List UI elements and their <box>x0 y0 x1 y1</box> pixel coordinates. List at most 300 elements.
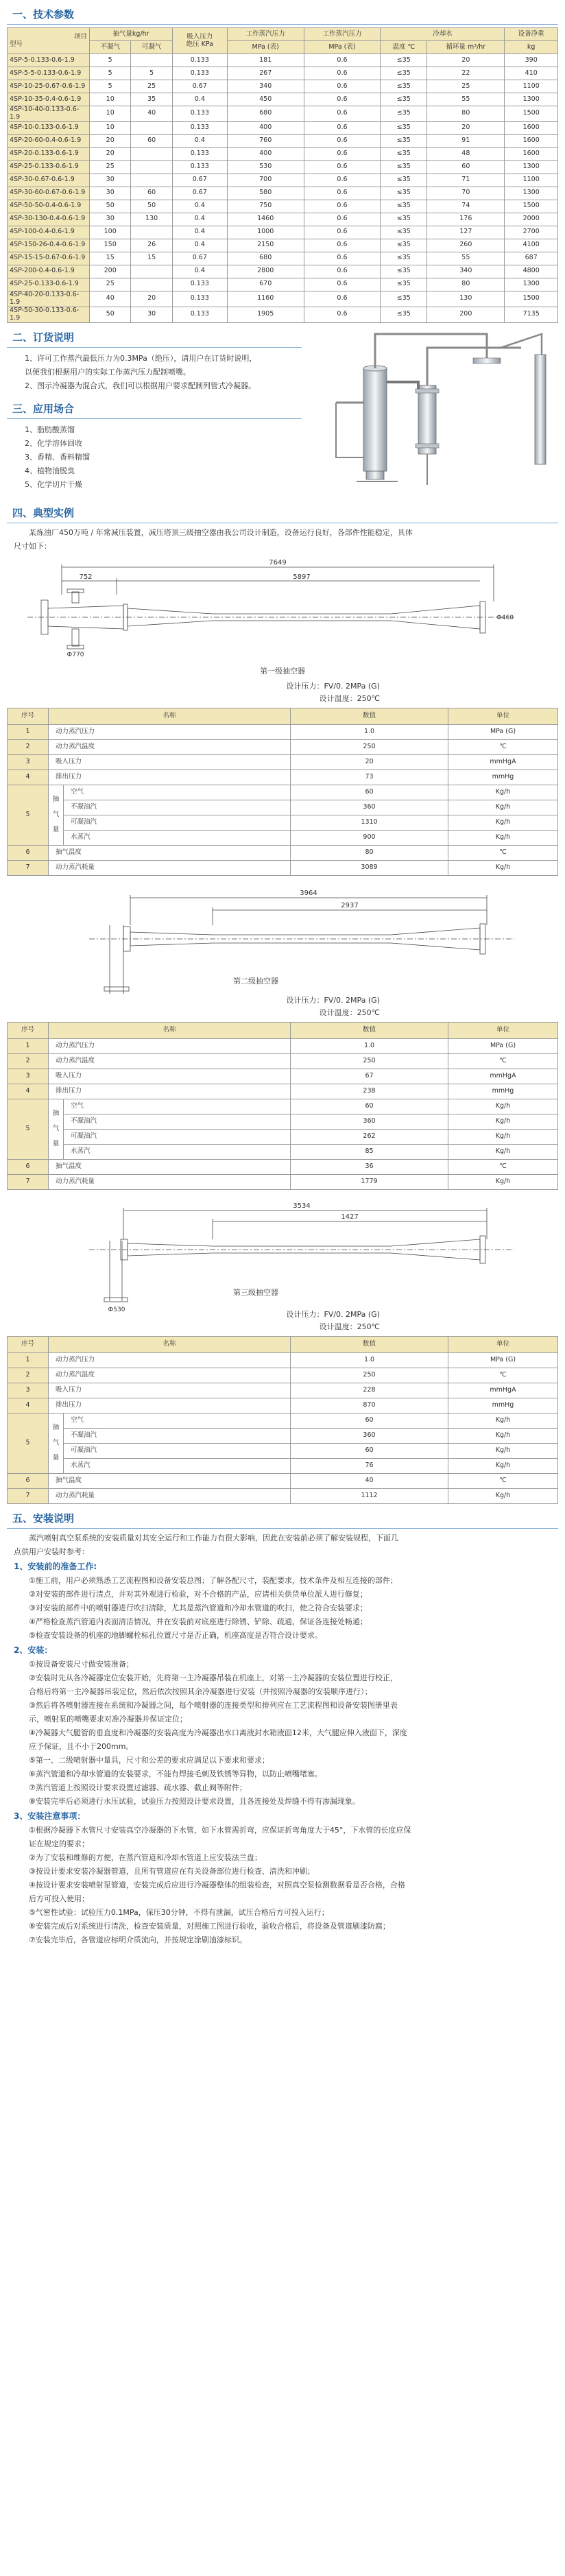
spec-header-corner: 项目 型号 <box>8 28 90 54</box>
table-cell: 动力蒸汽压力 <box>49 724 291 739</box>
spec-header-mpa1: MPa (表) <box>227 41 304 54</box>
table-cell: 动力蒸汽耗量 <box>49 1488 291 1503</box>
table-row <box>8 860 558 875</box>
spec-cell: ≤35 <box>381 278 427 291</box>
table-cell: 1.0 <box>291 1352 448 1368</box>
table-cell: 40 <box>291 1473 448 1488</box>
spec-cell: 0.6 <box>304 187 381 200</box>
table-cell: 3 <box>8 1069 49 1084</box>
spec-model-cell: 4SP-10-40-0.133-0.6-1.9 <box>8 106 90 122</box>
section-title-install: 五、安装说明 <box>7 1508 558 1529</box>
table-row <box>8 1398 558 1413</box>
table-cell: 1 <box>8 724 49 739</box>
spec-cell <box>131 265 172 278</box>
table-cell: 85 <box>291 1144 448 1159</box>
ejector-3-caption: 第三级抽空器 <box>233 1287 278 1297</box>
spec-cell: 390 <box>505 54 558 67</box>
install-line: ②对安装的部件进行清点，并对其外观进行检验，对不合格的产品，应请相关供货单位派人进行修复； <box>29 1589 368 1599</box>
spec-cell: 0.133 <box>172 67 227 80</box>
table-cell: 76 <box>291 1458 448 1473</box>
spec-cell: ≤35 <box>381 239 427 252</box>
install-line: ③按设计要求安装冷凝器管道，且所有管道应在有关设备部位进行检查、清洗和冲刷； <box>29 1866 315 1876</box>
table-cell: 2 <box>8 1368 49 1383</box>
spec-cell: 0.6 <box>304 226 381 239</box>
header-name: 名称 <box>49 708 291 724</box>
spec-cell: 2000 <box>505 213 558 226</box>
spec-model-cell: 4SP-10-25-0.67-0.6-1.9 <box>8 80 90 93</box>
table-row <box>8 830 558 845</box>
spec-cell: 700 <box>227 174 304 187</box>
table-row <box>8 739 558 754</box>
table-cell: 1 <box>8 1352 49 1368</box>
spec-row <box>8 147 558 160</box>
dim-1-dia-b: Ф460 <box>496 614 514 621</box>
spec-cell: 30 <box>131 307 172 322</box>
table-cell: 空气 <box>64 1099 291 1114</box>
install-line: ④冷凝器大气腿管的垂直度和冷凝器的安装高度为冷凝器出水口离液封水箱液面12米，大气腿应伸入液面下，深度 <box>29 1728 407 1737</box>
spec-cell: ≤35 <box>381 160 427 174</box>
install-line: ③对安装的部件中的喷射器进行吹扫清除，尤其是蒸汽管道和冷却水管道的吹扫，使之符合安装要求； <box>29 1603 368 1612</box>
table-cell: 360 <box>291 1428 448 1443</box>
spec-cell: 25 <box>427 80 505 93</box>
ejector-1-design-t: 设计温度：250℃ <box>319 693 380 703</box>
table-cell: 7 <box>8 1174 49 1189</box>
spec-cell: 260 <box>427 239 505 252</box>
table-cell: 2 <box>8 1053 49 1069</box>
spec-cell: 1300 <box>505 93 558 106</box>
table-cell: 870 <box>291 1398 448 1413</box>
spec-model-cell: 4SP-5-5-0.133-0.6-1.9 <box>8 67 90 80</box>
group-label: 抽 气 量 <box>49 1413 64 1473</box>
table-cell: Kg/h <box>448 1114 558 1129</box>
spec-cell: 1100 <box>505 80 558 93</box>
spec-cell: ≤35 <box>381 174 427 187</box>
dim-2-total: 3964 <box>300 889 317 897</box>
spec-row <box>8 160 558 174</box>
table-row <box>8 1488 558 1503</box>
dim-3-body: 1427 <box>341 1213 359 1221</box>
install-line: ②安装时先从各冷凝器定位安装开始，先将第一主冷凝器吊装在机座上，对第一主冷凝器的安装位置进行校正， <box>29 1673 398 1682</box>
spec-model-cell: 4SP-25-0.133-0.6-1.9 <box>8 278 90 291</box>
spec-cell: 60 <box>131 134 172 147</box>
spec-cell: 0.6 <box>304 67 381 80</box>
spec-row <box>8 278 558 291</box>
table-cell: 水蒸汽 <box>64 830 291 845</box>
install-line: 合格后将第一主冷凝器吊装定位，然后依次按照其余冷凝器进行安装（并按照冷凝器的安装顺序进行）； <box>29 1686 372 1696</box>
spec-cell: 10 <box>90 121 131 134</box>
order-line-2: 以便我们根据用户的实际工作蒸汽压力配制喷嘴。 <box>25 367 191 377</box>
table-cell: 排出压力 <box>49 1084 291 1099</box>
spec-cell: 25 <box>131 80 172 93</box>
table-row <box>8 1383 558 1398</box>
spec-header-noncond: 不凝气 <box>90 41 131 54</box>
spec-cell: 687 <box>505 252 558 265</box>
install-line: 后方可投入使用； <box>29 1894 89 1903</box>
spec-cell: 680 <box>227 106 304 122</box>
spec-cell: 2700 <box>505 226 558 239</box>
table-cell: 排出压力 <box>49 1398 291 1413</box>
spec-cell: 1160 <box>227 291 304 307</box>
table-cell-group-no: 5 <box>8 785 49 845</box>
spec-model-cell: 4SP-30-0.67-0.6-1.9 <box>8 174 90 187</box>
spec-row <box>8 67 558 80</box>
table-cell: mmHg <box>448 770 558 785</box>
spec-cell: 1600 <box>505 121 558 134</box>
table-cell: Kg/h <box>448 830 558 845</box>
spec-cell: 1600 <box>505 134 558 147</box>
spec-cell: 200 <box>427 307 505 322</box>
spec-header-steam: 工作蒸汽压力 <box>227 28 304 41</box>
spec-cell: 1500 <box>505 106 558 122</box>
spec-row <box>8 93 558 106</box>
table-cell: 动力蒸汽温度 <box>49 1053 291 1069</box>
spec-cell: ≤35 <box>381 106 427 122</box>
table-cell: MPa (G) <box>448 1038 558 1053</box>
table-cell: 360 <box>291 800 448 815</box>
order-block <box>7 327 558 499</box>
table-cell: mmHgA <box>448 754 558 770</box>
table-cell: 7 <box>8 1488 49 1503</box>
spec-table-body <box>8 54 558 323</box>
table-cell: ℃ <box>448 1368 558 1383</box>
spec-model-cell: 4SP-40-20-0.133-0.6-1.9 <box>8 291 90 307</box>
app-item-1: 1、脂肪酸蒸馏 <box>25 425 75 434</box>
section-title-order: 二、订货说明 <box>7 327 302 348</box>
table-cell: Kg/h <box>448 815 558 830</box>
spec-cell: 1100 <box>505 174 558 187</box>
ejector-2-caption: 第二级抽空器 <box>233 976 278 986</box>
spec-model-cell: 4SP-20-60-0.4-0.6-1.9 <box>8 134 90 147</box>
ejector-2-drawing <box>7 884 558 1007</box>
spec-cell: 0.6 <box>304 291 381 307</box>
spec-cell: 15 <box>90 252 131 265</box>
table-cell: 4 <box>8 770 49 785</box>
spec-cell: ≤35 <box>381 80 427 93</box>
header-name: 名称 <box>49 1022 291 1038</box>
ejector-1-table <box>7 708 558 876</box>
table-cell: 3 <box>8 754 49 770</box>
install-line: ①按设备安装尺寸做安装准备； <box>29 1659 134 1669</box>
header-name: 名称 <box>49 1336 291 1352</box>
spec-cell: 100 <box>90 226 131 239</box>
table-cell: 2 <box>8 739 49 754</box>
table-cell-group-no: 5 <box>8 1099 49 1159</box>
table-cell-group-no: 5 <box>8 1413 49 1473</box>
spec-model-cell: 4SP-5-0.133-0.6-1.9 <box>8 54 90 67</box>
install-block <box>7 1529 558 1947</box>
spec-cell: 5 <box>131 67 172 80</box>
spec-cell: 0.4 <box>172 200 227 213</box>
spec-cell: 0.6 <box>304 278 381 291</box>
table-cell: Kg/h <box>448 1458 558 1473</box>
spec-cell: 0.133 <box>172 278 227 291</box>
table-cell: 250 <box>291 739 448 754</box>
table-cell: 可凝油汽 <box>64 1443 291 1458</box>
spec-header-steam2: 工作蒸汽压力 <box>304 28 381 41</box>
spec-model-cell: 4SP-30-60-0.67-0.6-1.9 <box>8 187 90 200</box>
install-line: ⑤检查安装设备的机座的地脚螺栓标孔位置尺寸是否正确，机座高度是否符合设计要求。 <box>29 1630 322 1640</box>
ejector-1-design-p: 设计压力：FV/0. 2MPa (G) <box>286 681 380 691</box>
spec-cell: 48 <box>427 147 505 160</box>
example-intro-1: 某炼油厂450万吨 / 年常减压装置，减压塔顶三级抽空器由我公司设计制造，设备运行良好，各部件性能稳定，具体 <box>29 527 413 537</box>
install-line: ⑦安装完毕后，各管道应标明介质流向，并按规定涂刷油漆标识。 <box>29 1935 247 1944</box>
table-row <box>8 1038 558 1053</box>
spec-cell: 0.4 <box>172 134 227 147</box>
spec-cell: ≤35 <box>381 187 427 200</box>
spec-cell: 91 <box>427 134 505 147</box>
spec-model-cell: 4SP-10-0.133-0.6-1.9 <box>8 121 90 134</box>
spec-cell: 10 <box>90 106 131 122</box>
table-row <box>8 754 558 770</box>
spec-cell: 60 <box>131 187 172 200</box>
spec-row <box>8 291 558 307</box>
table-cell: mmHg <box>448 1084 558 1099</box>
spec-cell: 0.6 <box>304 265 381 278</box>
table-cell: ℃ <box>448 845 558 860</box>
spec-cell: 0.133 <box>172 106 227 122</box>
spec-cell: 176 <box>427 213 505 226</box>
table-cell: 水蒸汽 <box>64 1458 291 1473</box>
table-cell: 7 <box>8 860 49 875</box>
spec-cell: 5 <box>90 67 131 80</box>
install-line: ⑤第一、二级喷射器中量具，尺寸和公差的要求应满足以下要求和要求； <box>29 1755 269 1765</box>
spec-model-cell: 4SP-30-130-0.4-0.6-1.9 <box>8 213 90 226</box>
spec-cell <box>131 278 172 291</box>
table-cell: 可凝油汽 <box>64 815 291 830</box>
spec-cell: 30 <box>90 213 131 226</box>
spec-cell: 30 <box>90 174 131 187</box>
table-cell: 空气 <box>64 1413 291 1428</box>
spec-table <box>7 27 558 323</box>
spec-row <box>8 252 558 265</box>
spec-cell: 0.133 <box>172 160 227 174</box>
table-cell: MPa (G) <box>448 724 558 739</box>
spec-model-cell: 4SP-10-35-0.4-0.6-1.9 <box>8 93 90 106</box>
spec-header-gas: 抽气量kg/hr <box>90 28 173 41</box>
spec-cell: 410 <box>505 67 558 80</box>
table-row <box>8 1129 558 1144</box>
table-cell: 排出压力 <box>49 770 291 785</box>
table-cell: 60 <box>291 1443 448 1458</box>
spec-cell: 0.4 <box>172 265 227 278</box>
spec-cell: 50 <box>131 200 172 213</box>
ejector-2-table <box>7 1022 558 1190</box>
spec-cell: 25 <box>90 160 131 174</box>
table-row <box>8 800 558 815</box>
install-line: ⑧安装完毕后必须进行水压试验，试验压力按照设计要求设置，且各连接处及焊缝不得有渗漏现象。 <box>29 1796 360 1806</box>
spec-cell: 50 <box>90 307 131 322</box>
table-cell: 动力蒸汽温度 <box>49 1368 291 1383</box>
spec-cell <box>131 226 172 239</box>
spec-cell: 0.67 <box>172 252 227 265</box>
table-cell: 吸入压力 <box>49 1383 291 1398</box>
table-cell: Kg/h <box>448 1443 558 1458</box>
spec-cell: 400 <box>227 147 304 160</box>
table-cell: Kg/h <box>448 1144 558 1159</box>
spec-cell: 35 <box>131 93 172 106</box>
spec-row <box>8 187 558 200</box>
table-cell: 动力蒸汽耗量 <box>49 1174 291 1189</box>
table-cell: Kg/h <box>448 1174 558 1189</box>
spec-row <box>8 213 558 226</box>
spec-cell: 80 <box>427 278 505 291</box>
spec-cell: 20 <box>131 291 172 307</box>
spec-cell: 340 <box>427 265 505 278</box>
table-cell: 4 <box>8 1398 49 1413</box>
table-cell: 动力蒸汽压力 <box>49 1352 291 1368</box>
table-row <box>8 1413 558 1428</box>
spec-cell: 1600 <box>505 147 558 160</box>
app-item-2: 2、化学溶体回收 <box>25 438 82 448</box>
section-title-tech: 一、技术参数 <box>7 4 558 25</box>
spec-header-temp: 温度 ℃ <box>381 41 427 54</box>
header-no: 序号 <box>8 708 49 724</box>
table-cell: 1112 <box>291 1488 448 1503</box>
spec-header-flow: 循环量 m³/hr <box>427 41 505 54</box>
table-cell: 1 <box>8 1038 49 1053</box>
spec-cell: ≤35 <box>381 200 427 213</box>
spec-cell: 20 <box>90 134 131 147</box>
ejector-system-illustration <box>315 320 555 492</box>
install-line: 证在规定的要求； <box>29 1839 89 1848</box>
spec-model-cell: 4SP-15-15-0.67-0.6-1.9 <box>8 252 90 265</box>
spec-cell: 4100 <box>505 239 558 252</box>
spec-cell: 750 <box>227 200 304 213</box>
spec-cell: 0.67 <box>172 187 227 200</box>
spec-cell: 0.133 <box>172 121 227 134</box>
spec-cell: 340 <box>227 80 304 93</box>
spec-cell: 1460 <box>227 213 304 226</box>
spec-model-cell: 4SP-50-30-0.133-0.6-1.9 <box>8 307 90 322</box>
spec-header-mpa2: MPa (表) <box>304 41 381 54</box>
table-cell: 6 <box>8 1159 49 1174</box>
table-cell: 6 <box>8 845 49 860</box>
spec-row <box>8 226 558 239</box>
ejector-3-design-t: 设计温度：250℃ <box>319 1322 380 1331</box>
spec-cell: ≤35 <box>381 54 427 67</box>
ejector-3-drawing <box>7 1198 558 1315</box>
table-cell: 可凝油汽 <box>64 1129 291 1144</box>
spec-cell: 74 <box>427 200 505 213</box>
table-cell: Kg/h <box>448 1488 558 1503</box>
spec-cell: 5 <box>90 54 131 67</box>
table-cell: ℃ <box>448 1053 558 1069</box>
spec-cell <box>131 174 172 187</box>
section-title-app: 三、应用场合 <box>7 398 302 419</box>
spec-cell: ≤35 <box>381 291 427 307</box>
spec-cell: 71 <box>427 174 505 187</box>
table-cell: 250 <box>291 1368 448 1383</box>
spec-cell: 130 <box>131 213 172 226</box>
table-cell: ℃ <box>448 1473 558 1488</box>
table-cell: 1.0 <box>291 1038 448 1053</box>
table-cell: 80 <box>291 845 448 860</box>
spec-cell: 30 <box>90 187 131 200</box>
spec-cell: 530 <box>227 160 304 174</box>
table-cell: Kg/h <box>448 1129 558 1144</box>
dim-3-total: 3534 <box>293 1202 311 1210</box>
install-line: ④严格检查蒸汽管道内表面清洁情况，并在安装前对底座进行除锈、铲除、疏通，保证各连接处畅通； <box>29 1617 368 1626</box>
table-cell: 60 <box>291 785 448 800</box>
spec-cell: 0.6 <box>304 134 381 147</box>
spec-cell <box>131 121 172 134</box>
table-cell: 吸入压力 <box>49 1069 291 1084</box>
header-value: 数值 <box>291 1336 448 1352</box>
table-row <box>8 1159 558 1174</box>
table-row <box>8 1458 558 1473</box>
spec-cell: 1905 <box>227 307 304 322</box>
table-row <box>8 845 558 860</box>
spec-cell <box>131 160 172 174</box>
table-cell: ℃ <box>448 1159 558 1174</box>
table-cell: 238 <box>291 1084 448 1099</box>
spec-row <box>8 106 558 122</box>
spec-cell: ≤35 <box>381 252 427 265</box>
app-item-3: 3、香精、香料精馏 <box>25 452 90 462</box>
table-cell: 60 <box>291 1413 448 1428</box>
spec-cell <box>131 54 172 67</box>
ejector-3-design-p: 设计压力：FV/0. 2MPa (G) <box>286 1309 380 1319</box>
spec-cell: ≤35 <box>381 67 427 80</box>
ejector-2-design-t: 设计温度：250℃ <box>319 1007 380 1017</box>
install-line: ⑦蒸汽管道上按照设计要求设置过滤器、疏水器、截止阀等附件； <box>29 1782 247 1792</box>
spec-cell: 0.6 <box>304 80 381 93</box>
spec-cell: 1500 <box>505 291 558 307</box>
spec-cell: 0.6 <box>304 252 381 265</box>
install-h2: 2、安装： <box>14 1645 53 1655</box>
install-h1: 1、安装前的准备工作: <box>14 1561 97 1571</box>
table-row <box>8 1443 558 1458</box>
header-value: 数值 <box>291 708 448 724</box>
spec-model-cell: 4SP-20-0.133-0.6-1.9 <box>8 147 90 160</box>
table-cell: 6 <box>8 1473 49 1488</box>
table-cell: 36 <box>291 1159 448 1174</box>
table-cell: ℃ <box>448 739 558 754</box>
table-cell: mmHgA <box>448 1069 558 1084</box>
spec-cell: 0.6 <box>304 200 381 213</box>
dim-2-body: 2937 <box>341 901 359 909</box>
table-row <box>8 1352 558 1368</box>
table-row <box>8 1114 558 1129</box>
spec-cell: ≤35 <box>381 226 427 239</box>
spec-cell: 20 <box>427 54 505 67</box>
spec-cell: 0.4 <box>172 226 227 239</box>
table-cell: mmHgA <box>448 1383 558 1398</box>
spec-cell: 80 <box>427 106 505 122</box>
spec-header-kg: kg <box>505 41 558 54</box>
spec-header-water: 冷却水 <box>381 28 505 41</box>
spec-cell: 150 <box>90 239 131 252</box>
spec-cell: 55 <box>427 252 505 265</box>
spec-cell: 680 <box>227 252 304 265</box>
example-intro-2: 尺寸如下： <box>14 541 51 551</box>
spec-cell: ≤35 <box>381 213 427 226</box>
table-cell: 动力蒸汽压力 <box>49 1038 291 1053</box>
group-label: 抽 气 量 <box>49 1099 64 1159</box>
table-cell: Kg/h <box>448 1428 558 1443</box>
table-cell: 73 <box>291 770 448 785</box>
install-h3: 3、安装注意事项： <box>14 1811 86 1821</box>
table-cell: Kg/h <box>448 785 558 800</box>
table-cell: 60 <box>291 1099 448 1114</box>
table-cell: 动力蒸汽耗量 <box>49 860 291 875</box>
spec-cell: 670 <box>227 278 304 291</box>
table-cell: 抽气温度 <box>49 845 291 860</box>
header-unit: 单位 <box>448 1336 558 1352</box>
spec-row <box>8 134 558 147</box>
table-cell: 250 <box>291 1053 448 1069</box>
spec-model-cell: 4SP-25-0.133-0.6-1.9 <box>8 160 90 174</box>
